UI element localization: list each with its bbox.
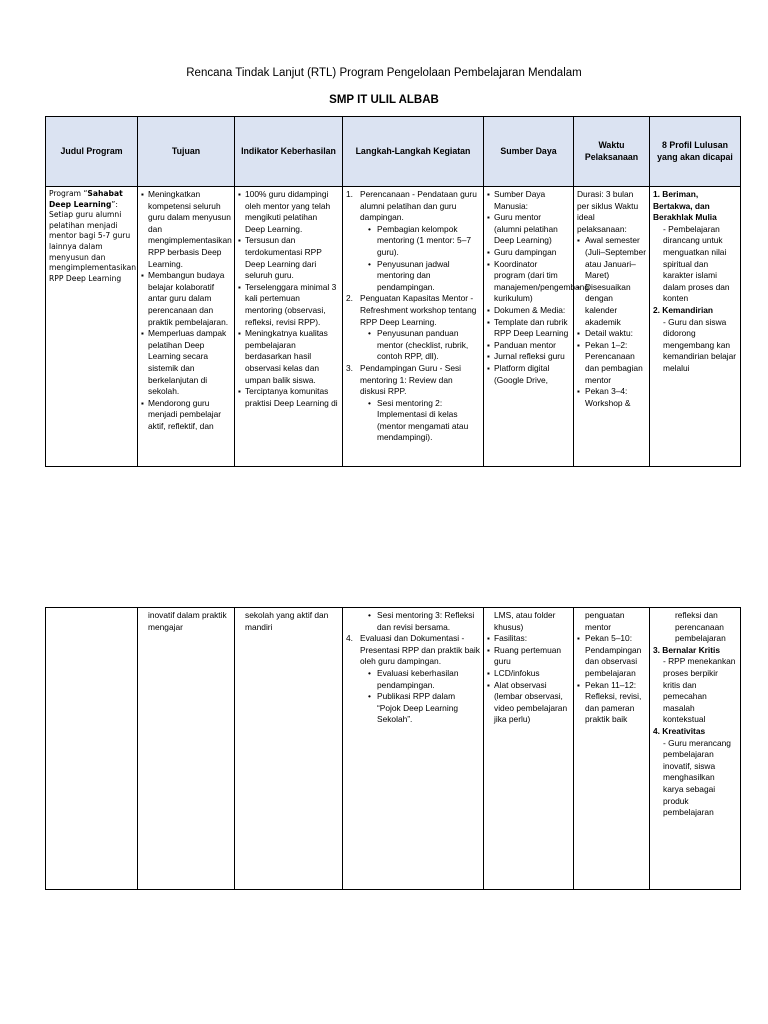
- profil-heading: 1. Beriman, Bertakwa, dan Berakhlak Mulia: [653, 189, 717, 223]
- step-text: Perencanaan - Pendataan guru alumni pelatihan dan guru dampingan.: [360, 189, 477, 223]
- cell-sumber-daya-cont: [484, 608, 574, 890]
- tujuan-item: ▪ Membangun budaya belajar kolaboratif antar guru dalam perencanaan dan praktik pembelajaran.: [141, 270, 231, 328]
- indikator-item: ▪ Tersusun dan terdokumentasi RPP Deep Learning dari seluruh guru.: [238, 235, 339, 281]
- rtl-table-page-1: [45, 116, 741, 467]
- cell-waktu: [574, 187, 650, 467]
- cell-judul-program-cont: [46, 608, 138, 890]
- step-number: 1.: [346, 189, 353, 199]
- waktu-item: ▪ Awal semester (Juli–September atau Januari–Maret): [577, 235, 646, 281]
- cell-sumber-daya: [484, 187, 589, 467]
- tujuan-item: ▪ Memperluas dampak pelatihan Deep Learning secara sistemik dan berkelanjutan di sekolah.: [141, 328, 231, 398]
- tujuan-item: ▪ Mendorong guru menjadi pembelajar aktif, reflektif, dan: [141, 398, 231, 433]
- cell-langkah: [343, 187, 484, 467]
- sumber-item: ▪ Jurnal refleksi guru: [487, 351, 570, 363]
- sumber-item: ▪ LCD/infokus: [487, 668, 570, 680]
- step-number: 2.: [346, 293, 353, 304]
- table-row: [46, 187, 741, 467]
- header-waktu: Waktu Pelaksanaan: [574, 117, 650, 187]
- langkah-step: [346, 293, 480, 363]
- indikator-continued: sekolah yang aktif dan mandiri: [245, 610, 329, 632]
- cell-waktu-cont: [574, 608, 650, 890]
- sumber-item: ▪ Platform digital (Google Drive,: [487, 363, 570, 386]
- step-sub-list: [368, 328, 480, 363]
- cell-indikator-cont: [235, 608, 343, 890]
- sumber-item: ▪ Guru dampingan: [487, 247, 570, 259]
- step-sub-list: [368, 668, 480, 726]
- indikator-item: ▪ Meningkatnya kualitas pembelajaran berdasarkan hasil observasi kelas dan umpan balik siswa.: [238, 328, 339, 386]
- waktu-intro: Durasi: 3 bulan per siklus Waktu ideal pelaksanaan:: [577, 189, 639, 234]
- header-judul-program: Judul Program: [46, 117, 138, 187]
- indikator-list: [238, 189, 339, 409]
- tujuan-continued: inovatif dalam praktik mengajar: [148, 610, 227, 632]
- sumber-list: [487, 189, 589, 386]
- waktu-item: ▪ Pekan 11–12: Refleksi, revisi, dan pameran praktik baik: [577, 680, 646, 726]
- cell-tujuan-cont: [138, 608, 235, 890]
- school-name: SMP IT ULIL ALBAB: [329, 94, 439, 106]
- sumber-item: ▪ Sumber Daya Manusia:: [487, 189, 570, 212]
- waktu-item: ▪ Pekan 1–2: Perencanaan dan pembagian mentor: [577, 340, 646, 386]
- profil-heading: 2. Kemandirian: [653, 304, 714, 315]
- cell-judul-program: [46, 187, 138, 467]
- profil-description: - Guru dan siswa didorong mengembang kan kemandirian belajar melalui: [663, 316, 737, 373]
- tujuan-list: [141, 189, 231, 432]
- program-name: Program “Sahabat Deep Learning”: Setiap guru alumni pelatihan menjadi mentor bagi 5-7 guru lainnya dalam menyusun dan mengimplementasikan RPP Deep Learning: [49, 189, 137, 283]
- langkah-step: [346, 363, 480, 444]
- waktu-item: ▪ Disesuaikan dengan kalender akademik: [577, 282, 646, 328]
- step-number: 4.: [346, 633, 353, 644]
- sumber-item: ▪ Guru mentor (alumni pelatihan Deep Learning): [487, 212, 570, 247]
- step-number: 3.: [346, 362, 353, 373]
- waktu-continued: penguatan mentor: [585, 610, 625, 632]
- profil-description: - Guru merancang pembelajaran inovatif, siswa menghasilkan karya sebagai produk pembelajaran: [663, 737, 731, 818]
- profil-heading: 3. Bernalar Kritis: [653, 644, 721, 655]
- step-sub-item: • Pembagian kelompok mentoring (1 mentor: 5–7 guru).: [368, 224, 480, 259]
- sumber-item: ▪ Koordinator program (dari tim manajemen/pengembang kurikulum): [487, 259, 570, 305]
- step-text: Pendampingan Guru - Sesi mentoring 1: Review dan diskusi RPP.: [360, 362, 462, 397]
- step-sub-item: • Sesi mentoring 2: Implementasi di kelas (mentor mengamati atau mendampingi).: [368, 398, 480, 444]
- profil-description: - RPP menekankan proses berpikir kritis dan pemecahan masalah kontekstual: [663, 656, 736, 725]
- header-indikator: Indikator Keberhasilan: [235, 117, 343, 187]
- sumber-item: ▪ Panduan mentor: [487, 340, 570, 352]
- langkah-sub-list: [368, 610, 480, 633]
- step-text: Evaluasi dan Dokumentasi - Presentasi RPP dan praktik baik oleh guru dampingan.: [360, 633, 480, 667]
- step-sub-item: • Evaluasi keberhasilan pendampingan.: [368, 668, 480, 691]
- waktu-item: ▪ Pekan 3–4: Workshop &: [577, 386, 646, 409]
- sumber-continued: LMS, atau folder khusus): [494, 610, 556, 632]
- header-tujuan: Tujuan: [138, 117, 235, 187]
- indikator-item: ▪ 100% guru didampingi oleh mentor yang telah mengikuti pelatihan Deep Learning.: [238, 189, 339, 235]
- tujuan-item: ▪ Meningkatkan kompetensi seluruh guru dalam menyusun dan mengimplementasikan RPP berbasis Deep Learning.: [141, 189, 231, 270]
- cell-profil-cont: [650, 608, 741, 890]
- profil-heading: 4. Kreativitas: [653, 725, 706, 736]
- langkah-step: [346, 633, 480, 726]
- langkah-step: [346, 189, 480, 293]
- step-text: Penguatan Kapasitas Mentor - Refreshment workshop tentang RPP Deep Learning.: [360, 293, 477, 327]
- sumber-item: ▪ Dokumen & Media:: [487, 305, 570, 317]
- sumber-item: ▪ Template dan rubrik RPP Deep Learning: [487, 317, 570, 340]
- cell-indikator: [235, 187, 343, 467]
- indikator-item: ▪ Terciptanya komunitas praktisi Deep Learning di: [238, 386, 339, 409]
- step-sub-item: • Penyusunan panduan mentor (checklist, rubrik, contoh RPP, dll).: [368, 328, 480, 363]
- waktu-item: ▪ Detail waktu:: [577, 328, 646, 340]
- step-sub-list: [368, 398, 480, 444]
- step-sub-item: • Sesi mentoring 3: Refleksi dan revisi bersama.: [368, 610, 480, 633]
- header-langkah: Langkah-Langkah Kegiatan: [343, 117, 484, 187]
- sumber-item: ▪ Ruang pertemuan guru: [487, 645, 570, 668]
- table-header-row: [46, 117, 741, 187]
- header-sumber-daya: Sumber Daya: [484, 117, 574, 187]
- waktu-list: [577, 633, 646, 726]
- rtl-table-page-2: [45, 607, 741, 890]
- step-sub-item: • Penyusunan jadwal mentoring dan pendampingan.: [368, 259, 480, 294]
- step-sub-list: [368, 224, 480, 294]
- step-sub-item: • Publikasi RPP dalam “Pojok Deep Learning Sekolah”.: [368, 691, 480, 726]
- cell-profil: [650, 187, 741, 467]
- document-title: Rencana Tindak Lanjut (RTL) Program Pengelolaan Pembelajaran Mendalam: [186, 67, 582, 79]
- sumber-list: [487, 633, 570, 726]
- table-row: [46, 608, 741, 890]
- cell-langkah-cont: [343, 608, 484, 890]
- langkah-list: [346, 633, 480, 726]
- header-profil: 8 Profil Lulusan yang akan dicapai: [650, 117, 741, 187]
- langkah-list: [346, 189, 480, 444]
- cell-tujuan: [138, 187, 235, 467]
- waktu-list: [577, 235, 646, 409]
- waktu-item: ▪ Pekan 5–10: Pendampingan dan observasi pembelajaran: [577, 633, 646, 679]
- indikator-item: ▪ Terselenggara minimal 3 kali pertemuan mentoring (observasi, refleksi, revisi RPP).: [238, 282, 339, 328]
- sumber-item: ▪ Alat observasi (lembar observasi, video pembelajaran jika perlu): [487, 680, 570, 726]
- sumber-item: ▪ Fasilitas:: [487, 633, 570, 645]
- profil-continued: refleksi dan perencanaan pembelajaran: [675, 610, 726, 644]
- profil-description: - Pembelajaran dirancang untuk menguatkan nilai spiritual dan karakter islami dalam proses dan konten: [663, 223, 730, 304]
